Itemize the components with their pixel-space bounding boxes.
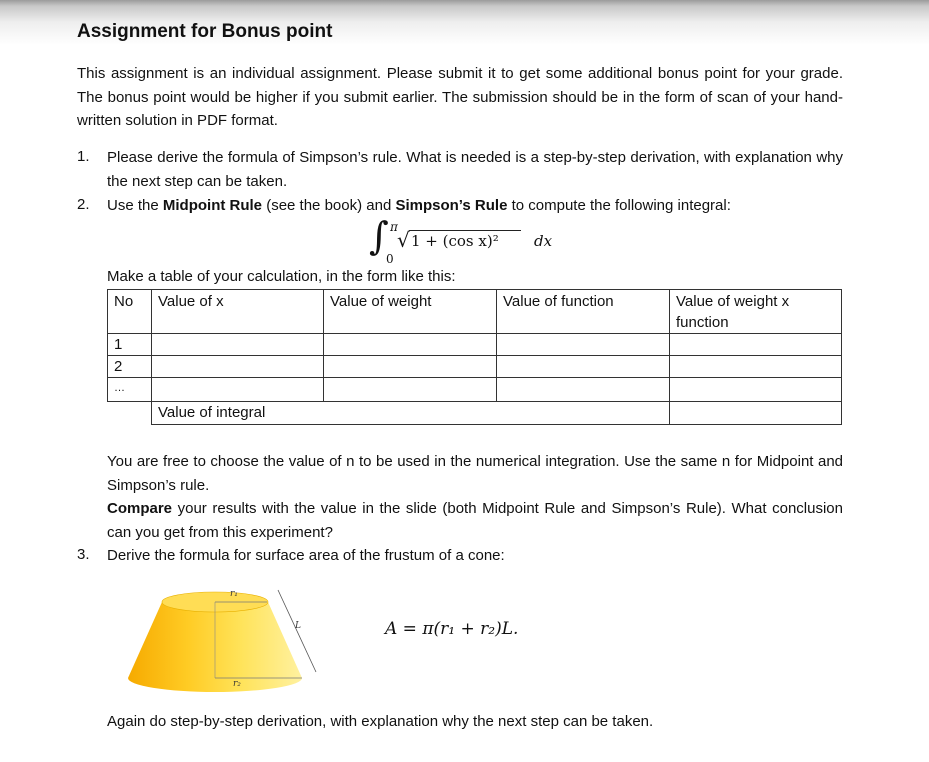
table-cell xyxy=(152,334,324,356)
table-cell xyxy=(670,378,842,402)
footer-label: Value of integral xyxy=(152,402,670,425)
surface-area-formula: A = π(r₁ + r₂)L. xyxy=(385,619,519,639)
r2-label: r₂ xyxy=(233,679,241,689)
frustum-figure xyxy=(120,582,340,707)
item-1-text: Please derive the formula of Simpson’s rule. What is needed is a step-by-step derivation, with explanation why the next step can be taken. xyxy=(107,149,843,190)
item-1-number: 1. xyxy=(77,148,90,165)
page-title: Assignment for Bonus point xyxy=(77,21,333,42)
integral-upper-limit: π xyxy=(390,220,398,234)
compare-term: Compare xyxy=(107,500,173,517)
table-cell xyxy=(324,356,497,378)
header-value-x: Value of x xyxy=(152,290,324,334)
sqrt-bar xyxy=(409,230,521,231)
integral-expression xyxy=(363,216,563,268)
note-compare: Compare your results with the value in the slide (both Midpoint Rule and Simpson’s Rule). What conclusion can you get from this experiment? xyxy=(107,500,843,541)
row-number: 1 xyxy=(108,334,152,356)
table-intro: Make a table of your calculation, in the form like this: xyxy=(107,268,456,285)
integral-lower-limit: 0 xyxy=(386,252,394,266)
calculation-table xyxy=(107,289,842,425)
table-row xyxy=(108,356,842,378)
item-3-number: 3. xyxy=(77,546,90,563)
row-number: … xyxy=(108,378,152,402)
intro-paragraph: This assignment is an individual assignment. Please submit it to get some additional bonus point for your grade. The bonus point would be higher if you submit earlier. The submission should be in the form of scan of your hand-written solution in PDF format. xyxy=(77,65,843,129)
header-weight-x-function: Value of weight x function xyxy=(670,290,842,334)
table-footer-row xyxy=(108,402,842,425)
r1-label: r₁ xyxy=(230,589,238,599)
sqrt-sign: √ xyxy=(397,228,410,252)
table-cell xyxy=(152,378,324,402)
row-number: 2 xyxy=(108,356,152,378)
table-header-row xyxy=(108,290,842,334)
table-cell xyxy=(324,334,497,356)
item-3-text: Derive the formula for surface area of the frustum of a cone: xyxy=(107,547,505,564)
header-no: No xyxy=(108,290,152,334)
item-2-text: Use the Midpoint Rule (see the book) and Simpson’s Rule to compute the following integral: xyxy=(107,197,731,214)
simpsons-rule-term: Simpson’s Rule xyxy=(395,197,508,214)
table-cell xyxy=(670,334,842,356)
footer-empty-cell xyxy=(108,402,152,425)
table-cell xyxy=(497,378,670,402)
table-row xyxy=(108,334,842,356)
table-cell xyxy=(152,356,324,378)
header-value-function: Value of function xyxy=(497,290,670,334)
table-row xyxy=(108,378,842,402)
table-cell xyxy=(324,378,497,402)
integrand: 1 + (cos x)² xyxy=(411,232,499,250)
l-label: L xyxy=(295,621,301,631)
item-2-number: 2. xyxy=(77,196,90,213)
midpoint-rule-term: Midpoint Rule xyxy=(162,197,263,214)
closing-text: Again do step-by-step derivation, with explanation why the next step can be taken. xyxy=(107,713,654,730)
table-cell xyxy=(497,334,670,356)
table-cell xyxy=(670,356,842,378)
integral-sign: ∫ xyxy=(369,214,389,258)
header-value-weight: Value of weight xyxy=(324,290,497,334)
table-cell xyxy=(497,356,670,378)
note-choose-n: You are free to choose the value of n to be used in the numerical integration. Use the same n for Midpoint and Simpson’s rule. xyxy=(107,453,843,494)
footer-value-cell xyxy=(670,402,842,425)
dx: dx xyxy=(534,232,553,250)
